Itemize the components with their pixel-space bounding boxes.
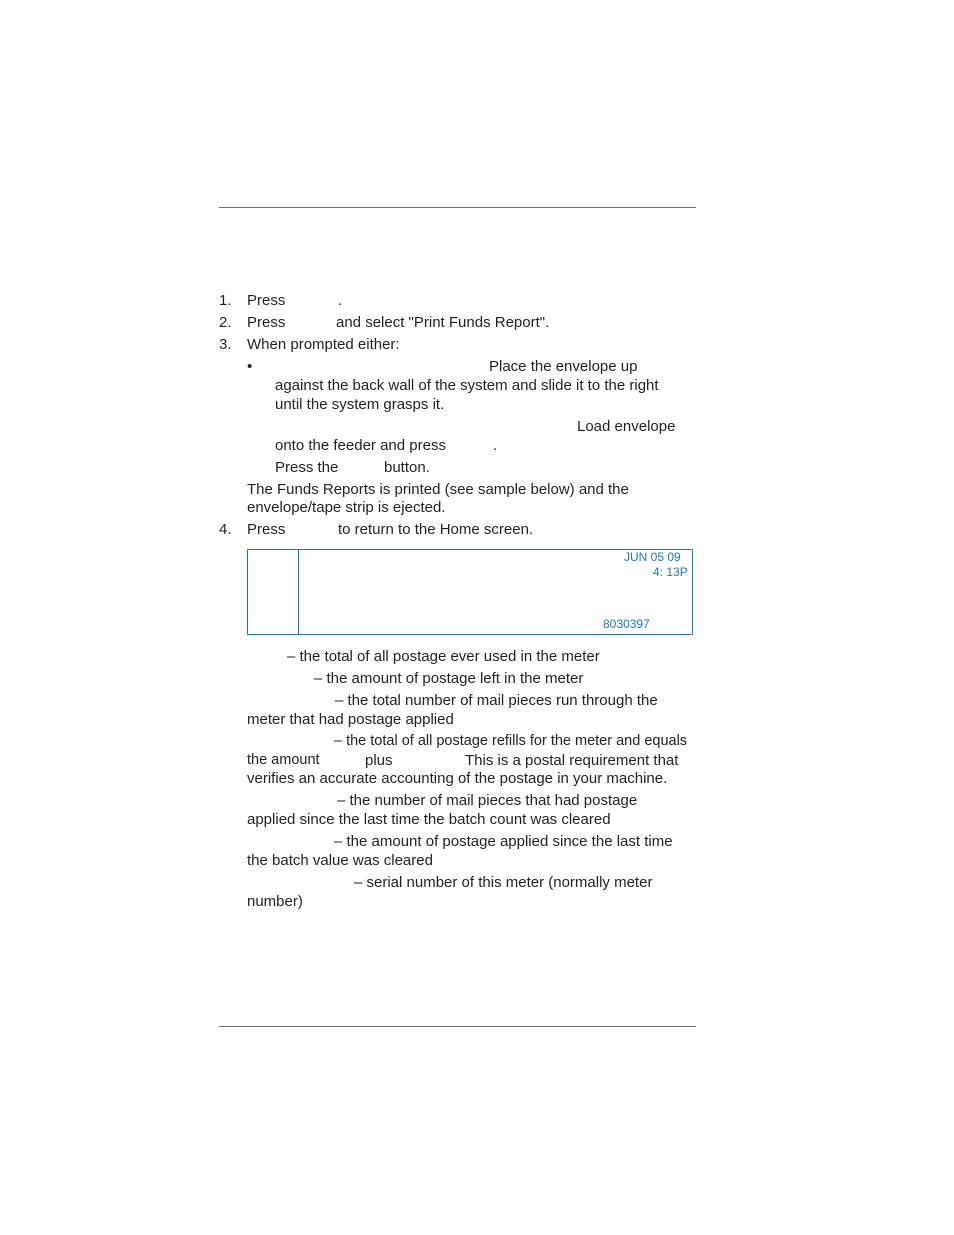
funds-report-sample: [247, 549, 693, 635]
sample-serial: 8030397: [603, 617, 650, 631]
sample-date: JUN 05 09: [624, 550, 681, 564]
bottom-rule: [219, 1026, 696, 1027]
definition-2: – the amount of postage left in the meter: [314, 670, 584, 687]
bullet-2-line-2: onto the feeder and press: [275, 437, 446, 454]
definition-4-line-2a: the amount: [247, 752, 320, 768]
bullet-2-line-1: Load envelope: [577, 418, 676, 435]
definition-4-line-2b: plus: [365, 752, 393, 769]
step-1-tail: .: [338, 292, 343, 309]
definition-7-line-2: number): [247, 893, 303, 910]
step-2-tail: and select "Print Funds Report".: [336, 314, 550, 331]
definition-3-line-1: – the total number of mail pieces run through the: [335, 692, 658, 709]
definition-4-line-3: verifies an accurate accounting of the postage in your machine.: [247, 770, 668, 787]
definition-1: – the total of all postage ever used in the meter: [287, 648, 600, 665]
sample-time: 4: 13P: [653, 565, 688, 579]
step-2-press: Press: [247, 314, 286, 331]
step-3-text: When prompted either:: [247, 336, 400, 353]
step-4-number: 4.: [219, 521, 232, 538]
definition-3-line-2: meter that had postage applied: [247, 711, 454, 728]
bullet-1-line-3: until the system grasps it.: [275, 396, 445, 413]
step-4-press: Press: [247, 521, 286, 538]
bullet-marker: •: [247, 358, 253, 375]
bullet-3-press: Press the: [275, 459, 339, 476]
step-2-number: 2.: [219, 314, 232, 331]
step-3-number: 3.: [219, 336, 232, 353]
step-4-tail: to return to the Home screen.: [338, 521, 534, 538]
bullet-2-line-2-tail: .: [493, 437, 498, 454]
step-1-press: Press: [247, 292, 286, 309]
definition-5-line-1: – the number of mail pieces that had postage: [337, 792, 638, 809]
definition-4-line-1: – the total of all postage refills for the meter and equals: [334, 733, 688, 749]
definition-5-line-2: applied since the last time the batch count was cleared: [247, 811, 611, 828]
bullet-3-tail: button.: [384, 459, 430, 476]
top-rule: [219, 207, 696, 208]
bullet-1-line-2: against the back wall of the system and slide it to the right: [275, 377, 659, 394]
step-1-number: 1.: [219, 292, 232, 309]
sample-divider: [298, 550, 299, 634]
result-line-1: The Funds Reports is printed (see sample below) and the: [247, 481, 629, 498]
definition-6-line-2: the batch value was cleared: [247, 852, 433, 869]
result-line-2: envelope/tape strip is ejected.: [247, 499, 446, 516]
definition-7-line-1: – serial number of this meter (normally meter: [354, 874, 653, 891]
bullet-1-line-1: Place the envelope up: [489, 358, 638, 375]
definition-4-line-2c: This is a postal requirement that: [465, 752, 679, 769]
definition-6-line-1: – the amount of postage applied since the last time: [334, 833, 673, 850]
